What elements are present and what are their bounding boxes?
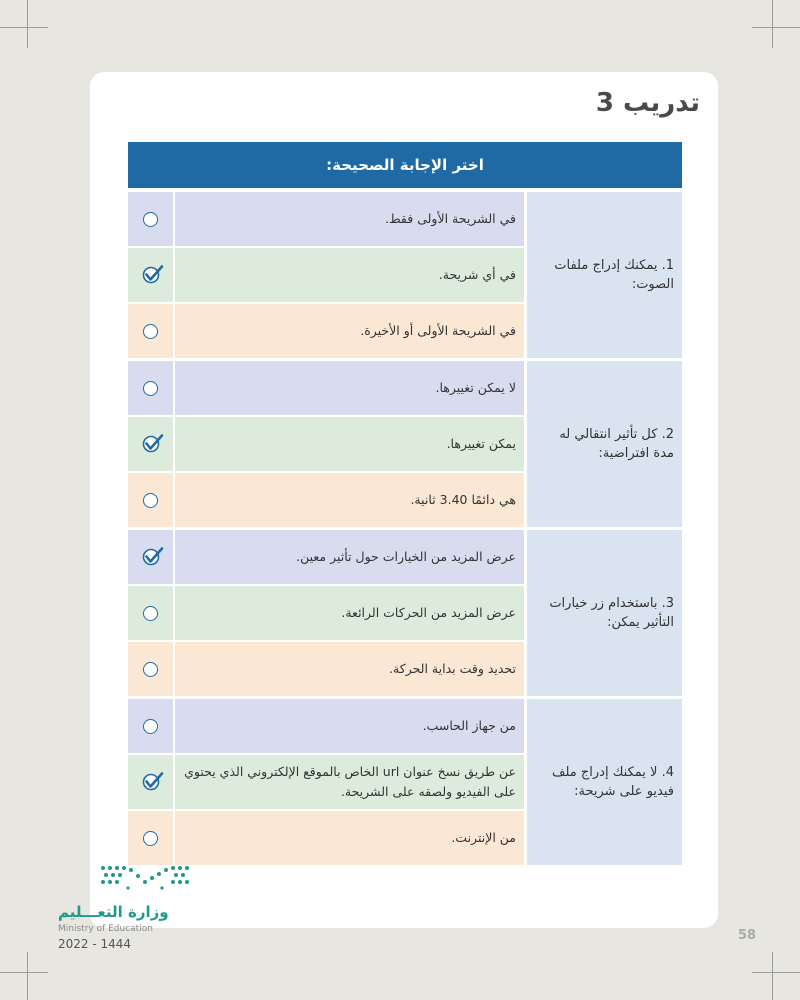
crop-mark (752, 27, 800, 28)
crop-mark (27, 952, 28, 1000)
radio-icon[interactable] (143, 719, 158, 734)
option-selector[interactable] (128, 473, 173, 527)
question-3: 3. باستخدام زر خيارات التأثير يمكن: (527, 530, 682, 696)
edition-year: 2022 - 1444 (58, 937, 132, 951)
radio-icon[interactable] (143, 606, 158, 621)
checked-radio-icon[interactable] (142, 773, 160, 791)
crop-mark (0, 972, 48, 973)
checked-radio-icon[interactable] (142, 435, 160, 453)
ministry-name-english: Ministry of Education (58, 924, 153, 934)
option-selector[interactable] (128, 248, 173, 302)
crop-mark (772, 952, 773, 1000)
exercise-title: تدريب 3 (595, 88, 700, 118)
ministry-logo (98, 862, 193, 898)
option-selector[interactable] (128, 361, 173, 415)
option-selector[interactable] (128, 586, 173, 640)
option-text: عن طريق نسخ عنوان url الخاص بالموقع الإلكتروني الذي يحتوي على الفيديو ولصقه على الشريحة. (175, 755, 524, 809)
option-text: من جهاز الحاسب. (175, 699, 524, 753)
radio-icon[interactable] (143, 831, 158, 846)
question-4: 4. لا يمكنك إدراج ملف فيديو على شريحة: (527, 699, 682, 865)
option-selector[interactable] (128, 192, 173, 246)
crop-mark (772, 0, 773, 48)
checked-radio-icon[interactable] (142, 266, 160, 284)
crop-mark (752, 972, 800, 973)
radio-icon[interactable] (143, 212, 158, 227)
option-selector[interactable] (128, 699, 173, 753)
option-text: في الشريحة الأولى أو الأخيرة. (175, 304, 524, 358)
option-selector[interactable] (128, 755, 173, 809)
radio-icon[interactable] (143, 662, 158, 677)
radio-icon[interactable] (143, 381, 158, 396)
crop-mark (0, 27, 48, 28)
option-text: تحديد وقت بداية الحركة. (175, 642, 524, 696)
radio-icon[interactable] (143, 493, 158, 508)
option-selector[interactable] (128, 417, 173, 471)
option-text: عرض المزيد من الخيارات حول تأثير معين. (175, 530, 524, 584)
option-text: هي دائمًا 3.40 ثانية. (175, 473, 524, 527)
option-selector[interactable] (128, 530, 173, 584)
question-2: 2. كل تأثير انتقالي له مدة افتراضية: (527, 361, 682, 527)
crop-mark (27, 0, 28, 48)
option-text: في أي شريحة. (175, 248, 524, 302)
option-text: لا يمكن تغييرها. (175, 361, 524, 415)
option-text: عرض المزيد من الحركات الرائعة. (175, 586, 524, 640)
option-text: يمكن تغييرها. (175, 417, 524, 471)
option-selector[interactable] (128, 642, 173, 696)
option-selector[interactable] (128, 304, 173, 358)
option-text: من الإنترنت. (175, 811, 524, 865)
option-text: في الشريحة الأولى فقط. (175, 192, 524, 246)
ministry-name-arabic: وزارة التعـــليم (58, 903, 169, 921)
checked-radio-icon[interactable] (142, 548, 160, 566)
page-number: 58 (738, 928, 757, 943)
question-1: 1. يمكنك إدراج ملفات الصوت: (527, 192, 682, 358)
radio-icon[interactable] (143, 324, 158, 339)
option-selector[interactable] (128, 811, 173, 865)
table-header: اختر الإجابة الصحيحة: (128, 142, 682, 188)
